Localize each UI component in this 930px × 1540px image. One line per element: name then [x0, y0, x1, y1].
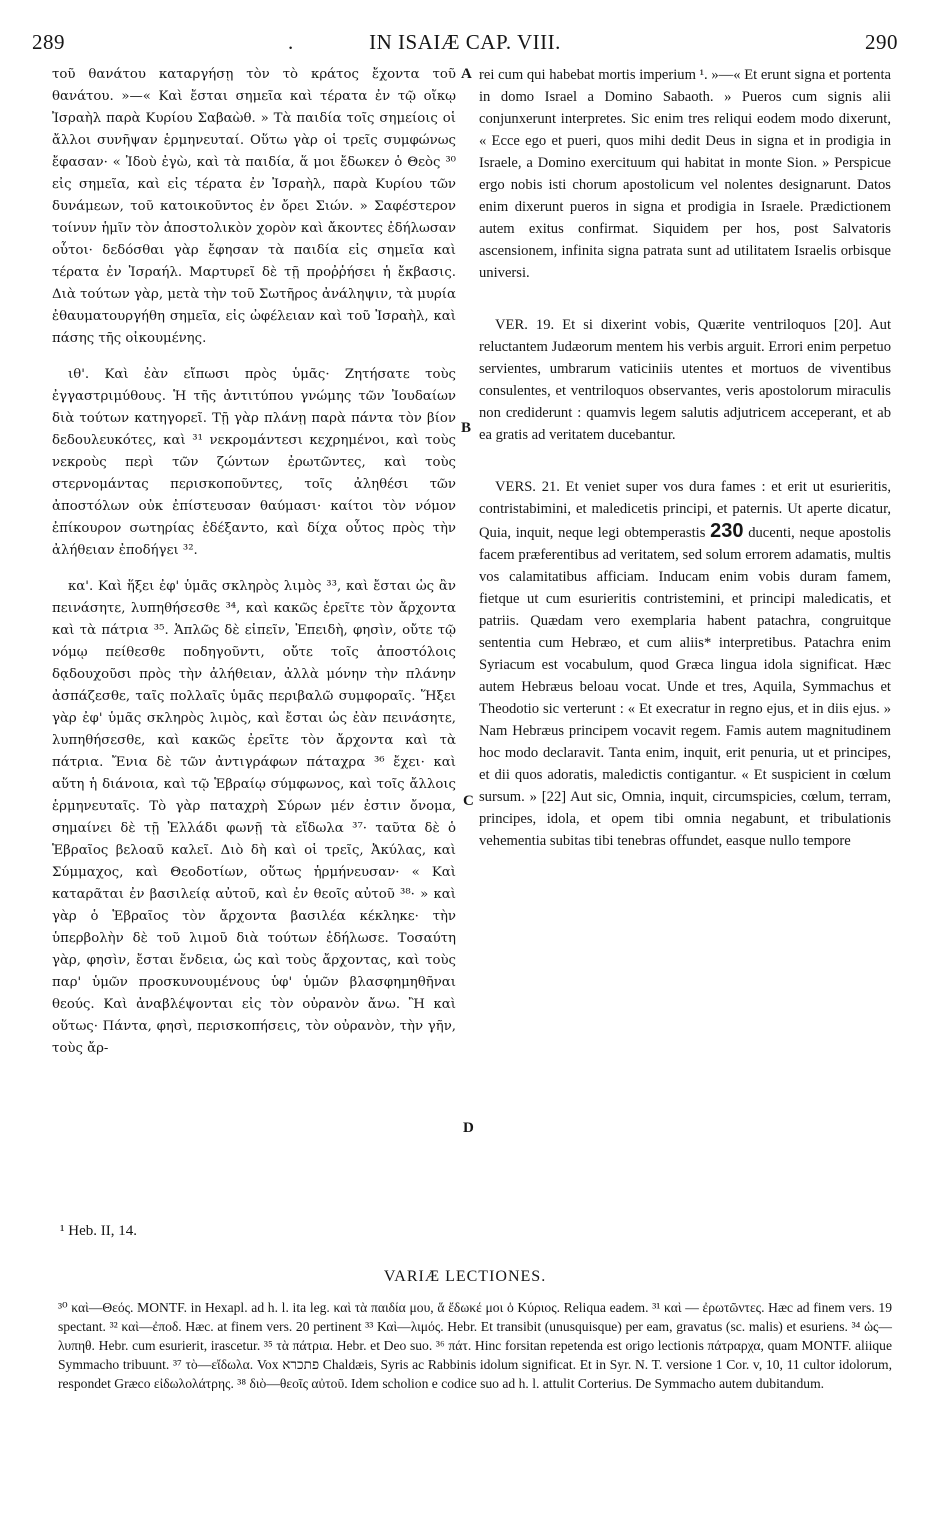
variae-lectiones-text: ³⁰ καὶ—Θεός. MONTF. in Hexapl. ad h. l. ita leg. καὶ τὰ παιδία μου, ἅ ἔδωκέ μοι ὁ Κύριος. Reliqua eadem. ³¹ καὶ — ἐρωτῶντες. Hæc ad finem vers. 19 spectant. ³² καὶ—ἐποδ. Hæc. at finem vers. 20 pertinent ³³ Καὶ—λιμός. Hebr. Et transibit (unusquisque) per eam, gravatus (sc. malis) et esuriens. ³⁴ ὡς—λυπηθ. Hebr. cum esurierit, irascetur. ³⁵ τὰ πάτρια. Hebr. et Deo suo. ³⁶ πάτ. Hinc forsitan repetenda est origo lectionis πάτραρχα, quam MONTF. aliique Symmacho tribuunt. ³⁷ τὸ—εἴδωλα. Vox פתכרא Chaldæis, Syris ac Rabbinis idolum significat. Et in Syr. N. T. versione 1 Cor. v, 10, 11 cultor idolorum, respondet Græco εἰδωλολάτρης. ³⁸ διὸ—θεοῖς αὐτοῦ. Idem scholion e codice suo ad h. l. attulit Corterius. De Symmacho autem dubitandum.: [58, 1300, 892, 1391]
greek-column: [52, 64, 456, 1060]
header-dot: .: [288, 30, 294, 54]
margin-marker-c: C: [463, 793, 474, 809]
latin-column: [479, 64, 891, 852]
variae-lectiones-body: [58, 1298, 892, 1393]
running-header: [32, 30, 898, 56]
margin-marker-d: D: [463, 1120, 474, 1136]
page-number-right: 290: [865, 30, 898, 54]
latin-paragraph-3: [479, 476, 891, 852]
column-number: 230: [710, 520, 744, 542]
latin-paragraph-3-rest: ducenti, neque apostolis facem præferentibus ad veritatem, sed solum errorem adamatis, multis vos calamitatibus afficiam. Inducam enim vobis duram famem, fietque ut cum esurieritis contristemini, et principi maledicatis, et patriis. Quædam vero exemplaria habent patachra, congruitque sententia cum Hebræo, et cum aliis* interpretibus. Patachra enim Syriacum est vocabulum, quod Græca lingua idola significat. Hæc autem Hebræus beloau vocat. Unde et tres, Aquila, Symmachus et Theodotio sic verterunt : « Et execratur in regno ejus, et in diis ejus. » Nam Hebræus principem vocavit regem. Famis autem magnitudinem hoc modo declaravit. Tanta enim, inquit, erit penuria, ut et principes, et dii quos adoratis, maledictis contigantur. « Et suspicient in cœlum sursum. » [22] Aut sic, Omnia, inquit, circumspicies, cœlum, terram, principes, idola, et opem tibi omnia negabunt, et tribulationis vehementia subitas tibi tenebras offundet, easque nullo tempore: [479, 525, 891, 849]
greek-paragraph-2: ιθ'. Καὶ ἐὰν εἴπωσι πρὸς ὑμᾶς· Ζητήσατε τοὺς ἐγγαστριμύθους. Ἡ τῆς ἀντιτύπου γνώμης τῶν Ἰουδαίων διὰ τούτων κατηγορεῖ. Τῇ γὰρ πλάνῃ παρὰ πάντα τὸν βίον δεδουλευκότες, καὶ ³¹ νεκρομάντεσι κεχρημένοι, καὶ τοὺς νεκροὺς περὶ τῶν ζώντων ἐρωτῶντες, καὶ τοὺς στερνομάντας περισκοποῦντες, τοῖς ἀληθέσι τῶν ἀποστόλων οὐκ ἐπίστευσαν θαύμασι· καίτοι τὸν νόμον ἐπίκουρον σωτηρίας ἐδέξαντο, καὶ δίχα οὗτος πρὸς τὴν ἀλήθειαν ἐποδήγει ³².: [52, 367, 456, 558]
greek-paragraph-1: τοῦ θανάτου καταργήσῃ τὸν τὸ κράτος ἔχοντα τοῦ θανάτου. »—« Καὶ ἔσται σημεῖα καὶ τέρατα ἐν τῷ οἴκῳ Ἰσραὴλ παρὰ Κυρίου Σαβαὼθ. » Τὰ παιδία τοῖς σημείοις οἱ ἄλλοι συνῆψαν ἑρμηνευταί. Οὕτω γὰρ οἱ τρεῖς συμφώνως ἔφασαν· « Ἰδοὺ ἐγὼ, καὶ τὰ παιδία, ἅ μοι ἔδωκεν ὁ Θεὸς ³⁰ εἰς σημεῖα, καὶ εἰς τέρατα ἐν Ἰσραὴλ, παρὰ Κυρίου τῶν δυνάμεων, τοῦ κατοικοῦντος ἐν ὄρει Σιών. » Σαφέστερον τοίνυν ἡμῖν τὸν ἀποστολικὸν χορὸν καὶ ἄκοντες ἐδήλωσαν οὗτοι· δεδόσθαι γὰρ ἔφησαν τὰ παιδία εἰς σημεῖα καὶ τέρατα ἐν Ἰσραήλ. Μαρτυρεῖ δὲ τῇ προῤῥήσει ἡ ἔκβασις. Διὰ τούτων γὰρ, μετὰ τὴν τοῦ Σωτῆρος ἀνάληψιν, τὰ μυρία ἐθαυματουργήθη σημεῖα, εἰς ὠφέλειαν καὶ τοῦ Ἰσραὴλ, καὶ πάσης τῆς οἰκουμένης.: [52, 67, 456, 346]
page-number-left: 289: [32, 30, 65, 54]
footnote: ¹ Heb. II, 14.: [60, 1223, 137, 1239]
margin-marker-a: A: [461, 66, 472, 82]
latin-paragraph-2: VER. 19. Et si dixerint vobis, Quærite ventriloquos [20]. Aut reluctantem Judæorum mentem his verbis arguit. Errori enim perpetuo servientes, umbrarum vaticiniis utentes et mortuos de viventibus consulentes, et ventriloquos observantes, veris apostolorum miraculis non crediderunt : quamvis legem salutis adjutricem acceperant, et ab ea gratis ad veritatem ducebantur.: [479, 317, 891, 443]
running-title: IN ISAIÆ CAP. VIII.: [369, 30, 561, 54]
latin-paragraph-3-start: VERS. 21. Et veniet super vos dura fames : et erit ut esurieritis, contristabimini, et maledicetis principi, et paternis. Ut aperte dicatur, Quia, inquit, neque legi obtemperastis: [479, 479, 891, 541]
margin-marker-b: B: [461, 420, 472, 436]
variae-lectiones-title: VARIÆ LECTIONES.: [383, 1268, 547, 1285]
latin-paragraph-1: rei cum qui habebat mortis imperium ¹. »—« Et erunt signa et portenta in domo Israel a Domino Sabaoth. » Pueros cum signis alii conjunxerunt interpretes. Sic enim tres reliqui eodem modo dixerunt, « Ecce ego et pueri, quos mihi dedit Deus in signa et in prodigia in Israele, a Domino exercituum qui habitat in monte Sion. » Perspicue ergo nobis isti chorum apostolicum vel nolentes designarunt. Datos enim dixerunt pueros in signa et prodigia in Israele. Prædictionem autem exitus confirmat. Siquidem per hos, post Salvatoris ascensionem, infinita signa patrata sunt ad utilitatem Israelis orbisque universi.: [479, 67, 891, 281]
greek-paragraph-3: κα'. Καὶ ἥξει ἐφ' ὑμᾶς σκληρὸς λιμὸς ³³, καὶ ἔσται ὡς ἂν πεινάσητε, λυπηθήσεσθε ³⁴, καὶ κακῶς ἐρεῖτε τὸν ἄρχοντα καὶ τὰ πάτρια ³⁵. Ἁπλῶς δὲ εἰπεῖν, Ἐπειδὴ, φησὶν, οὔτε τῷ νόμῳ πείθεσθε ποδηγοῦντι, οὔτε τοῖς ἀποστόλοις δᾳδουχοῦσι πρὸς τὴν ἀλήθειαν, ἀλλὰ μόνην τὴν πλάνην ἀσπάζεσθε, ταῖς πολλαῖς ὑμᾶς περιβαλῶ συμφοραῖς. Ἥξει γὰρ ἐφ' ὑμᾶς σκληρὸς λιμὸς, καὶ ἔσται ὡς ἐὰν πεινάσητε, λυπηθήσεσθε, καὶ κακῶς ἐρεῖτε τὸν ἄρχοντα καὶ τὰ πάτρια. Ἔνια δὲ τῶν ἀντιγράφων πάταχρα ³⁶ ἔχει· καὶ αὕτη ἡ διάνοια, καὶ τῷ Ἑβραίῳ σύμφωνος, καὶ τοῖς ἄλλοις ἑρμηνευταῖς. Τὸ γὰρ παταχρὴ Σύρων μέν ἐστιν ὄνομα, σημαίνει δὲ τῇ Ἑλλάδι φωνῇ τὰ εἴδωλα ³⁷· ταῦτα δὲ ὁ Ἑβραῖος βελοαῦ καλεῖ. Διὸ δὴ καὶ οἱ τρεῖς, Ἀκύλας, καὶ Σύμμαχος, καὶ Θεοδοτίων, οὕτως ἡρμήνευσαν· « Καὶ καταρᾶται ἐν βασιλείᾳ αὐτοῦ, καὶ ἐν θεοῖς αὐτοῦ ³⁸· » καὶ γὰρ ὁ Ἑβραῖος τὸν ἄρχοντα βασιλέα κέκληκε· τὴν ὑπερβολὴν δὲ τοῦ λιμοῦ διὰ τούτων ἐδήλωσε. Τοσαύτη γὰρ, φησὶν, ἔσται ἔνδεια, ὡς καὶ τοὺς ἄρχοντας, καὶ τοὺς παρ' ὑμῶν προσκυνουμένους ὑφ' ὑμῶν βλασφημηθῆναι θεούς. Καὶ ἀναβλέψονται εἰς τὸν οὐρανὸν ἄνω. Ἢ καὶ οὕτως· Πάντα, φησὶ, περισκοπήσεις, τὸν οὐρανὸν, τὴν γῆν, τοὺς ἄρ-: [52, 579, 456, 1056]
